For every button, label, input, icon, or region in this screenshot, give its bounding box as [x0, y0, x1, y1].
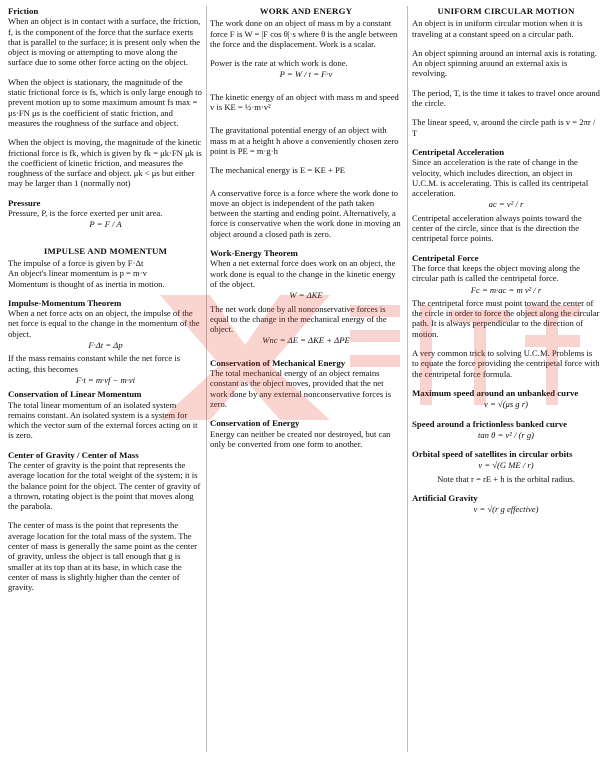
artificial-gravity-title: Artificial Gravity [412, 492, 478, 503]
pressure-title: Pressure [8, 197, 41, 208]
momentum-paragraph: An object's linear momentum is p = m·v [8, 268, 147, 279]
momentum-inertia-paragraph: Momentum is thought of as inertia in motion. [8, 278, 165, 289]
column-divider [206, 6, 207, 752]
center-of-mass-paragraph: The center of mass is the point that represents the average location for the total mass of the system. The center of mass is generally the same point as the center of gravity, unless the object is tall enough that g is smaller at its top than at its base, in which case the center of mass is slightly higher than the center of gravity. [8, 520, 197, 593]
work-energy-heading: WORK AND ENERGY [259, 6, 353, 16]
nonconservative-paragraph: The net work done by all nonconservative forces is equal to the change in the mechanical energy of the object. [210, 303, 387, 335]
pressure-paragraph: Pressure, P, is the force exerted per unit area. [8, 208, 163, 219]
unbanked-curve-title: Maximum speed around an unbanked curve [412, 387, 579, 398]
impulse-momentum-paragraph: When a net force acts on an object, the impulse of the net force is equal to the change in the momentum of the object. [8, 308, 200, 339]
rotating-revolving-paragraph: An object spinning around an internal axis is rotating. An object spinning around an external axis is revolving. [412, 47, 597, 79]
impulse-momentum-equation: F·Δt = Δp [88, 340, 123, 351]
banked-curve-title: Speed around a frictionless banked curve [412, 418, 568, 429]
column-2 [210, 6, 402, 458]
circular-motion-heading: UNIFORM CIRCULAR MOTION [437, 6, 575, 16]
impulse-heading: IMPULSE AND MOMENTUM [43, 245, 168, 256]
conservation-mechanical-energy-title: Conservation of Mechanical Energy [210, 357, 346, 368]
kinetic-energy-paragraph: The kinetic energy of an object with mass m and speed v is KE = ½·m·v² [210, 91, 399, 113]
friction-title: Friction [8, 6, 39, 16]
pressure-equation: P = F / A [89, 219, 122, 230]
friction-paragraph: When an object is in contact with a surface, the friction, f, is the component of the force that the surface exerts that is parallel to the surface; it is present only when the object is moving or attempting to move along the surface due to some other force acting on the object. [8, 16, 201, 68]
conservation-momentum-paragraph: The total linear momentum of an isolated system remains constant. An isolated system is a system for which the vector sum of the external forces acting on it is zero. [8, 399, 198, 441]
centripetal-force-paragraph: The force that keeps the object moving along the circular path is called the centripetal force. [412, 262, 580, 284]
mechanical-energy-paragraph: The mechanical energy is E = KE + PE [210, 165, 346, 176]
centripetal-acceleration-paragraph: Since an acceleration is the rate of change in the velocity, which includes direction, an object in U.C.M. is accelerating. This is called its centripetal acceleration. [412, 157, 589, 199]
constant-mass-equation: F·t = m·vf − m·vi [75, 374, 136, 385]
centripetal-force-title: Centripetal Force [412, 252, 479, 263]
power-equation: P = W / t = F·v [279, 69, 333, 80]
kinetic-friction-paragraph: When the object is moving, the magnitude of the kinetic frictional force is fk, which is given by fk = μk·FN μk is the coefficient of kinetic friction, and measures the roughness of the surface and object. μk < μs but either may be larger than 1 (normally not) [8, 137, 202, 189]
nonconservative-equation: Wnc = ΔE = ΔKE + ΔPE [262, 335, 350, 346]
centripetal-perpendicular-paragraph: The centripetal force must point toward the center of the circle in order to force the object along the circular path. It is always perpendicular to the direction of motion. [412, 297, 600, 339]
period-paragraph: The period, T, is the time it takes to travel once around the circle. [412, 87, 600, 109]
column-3 [412, 6, 600, 518]
column-1 [8, 6, 203, 602]
conservative-force-paragraph: A conservative force is a force where the work done to move an object is independent of the path taken between the starting and ending point. Alternatively, a force is conservative when the work done in moving an object around a closed path is zero. [210, 187, 401, 239]
ucm-trick-paragraph: A very common trick to solving U.C.M. Problems is to equate the force providing the centripetal force with the centripetal force formula. [412, 348, 600, 379]
centripetal-acceleration-title: Centripetal Acceleration [412, 146, 505, 157]
ucm-paragraph: An object is in uniform circular motion when it is traveling at a constant speed on a circular path. [412, 18, 583, 39]
conservation-momentum-title: Conservation of Linear Momentum [8, 389, 142, 400]
work-energy-theorem-paragraph: When a net external force does work on an object, the work done is equal to the change in the kinetic energy of the object. [210, 258, 396, 289]
linear-speed-paragraph: The linear speed, v, around the circle path is v = 2πr / T [412, 117, 596, 138]
conservation-mechanical-energy-paragraph: The total mechanical energy of an object remains constant as the object moves, provided that the net work done by any external nonconservative forces is zero. [210, 368, 392, 409]
power-paragraph: Power is the rate at which work is done. [210, 58, 348, 69]
column-divider [407, 6, 408, 752]
constant-mass-paragraph: If the mass remains constant while the net force is acting, this becomes [8, 353, 181, 374]
conservation-energy-title: Conservation of Energy [210, 418, 300, 429]
centripetal-acceleration-equation: ac = v² / r [488, 199, 524, 210]
impulse-momentum-title: Impulse-Momentum Theorem [8, 297, 122, 308]
center-of-gravity-title: Center of Gravity / Center of Mass [8, 449, 139, 460]
banked-curve-equation: tan θ = v² / (r g) [477, 429, 535, 440]
orbital-radius-note: Note that r = rE + h is the orbital radius. [437, 473, 575, 484]
static-friction-paragraph: When the object is stationary, the magnitude of the static frictional force is fs, which is only large enough to prevent motion up to some maximum amount fs max = μs·FN μs is the coefficient of static friction, and measures the roughness of the surface and object. [8, 76, 202, 128]
centripetal-direction-paragraph: Centripetal acceleration always points toward the center of the circle, since that is the direction the centripetal force points. [412, 212, 582, 244]
work-energy-theorem-title: Work-Energy Theorem [210, 248, 298, 259]
orbital-speed-equation: v = √(G ME / r) [478, 460, 534, 471]
conservation-energy-paragraph: Energy can neither be created nor destroyed, but can only be converted from one form to another. [210, 428, 391, 449]
orbital-speed-title: Orbital speed of satellites in circular orbits [412, 449, 573, 460]
work-paragraph: The work done on an object of mass m by a constant force F is W = |F cos θ|·s where θ is the angle between the force and the displacement. Work is a scalar. [210, 18, 398, 49]
centripetal-force-equation: Fc = m·ac = m v² / r [470, 284, 542, 295]
artificial-gravity-equation: v = √(r g effective) [473, 504, 539, 515]
work-energy-equation: W = ΔKE [289, 290, 323, 301]
center-of-gravity-paragraph: The center of gravity is the point that represents the average location for the total weight of the system; it is the balance point for the object. The center of gravity of a thrown, rotating object is the point that moves along the parabola. [8, 459, 201, 512]
unbanked-curve-equation: v = √(μs g r) [484, 399, 528, 410]
potential-energy-paragraph: The gravitational potential energy of an object with mass m at a height h above a conveniently chosen zero point is PE = m·g·h [210, 125, 399, 156]
impulse-paragraph: The impulse of a force is given by F·Δt [8, 257, 144, 268]
